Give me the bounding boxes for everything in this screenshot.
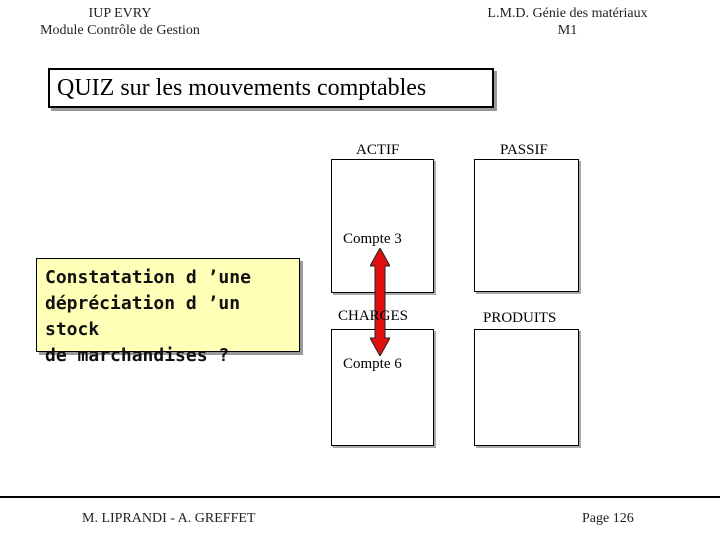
slide-title-box xyxy=(48,68,494,108)
charges-label: CHARGES xyxy=(338,308,409,324)
header-left xyxy=(20,5,220,39)
slide-title: QUIZ sur les mouvements comptables xyxy=(57,75,427,101)
produits-label: PRODUITS xyxy=(483,310,557,326)
double-arrow-shape xyxy=(370,248,390,356)
question-box xyxy=(36,258,300,366)
footer-divider xyxy=(0,496,720,498)
header-module: Module Contrôle de Gestion xyxy=(40,23,200,38)
actif-label: ACTIF xyxy=(356,142,400,158)
question-line-1: Constatation d ’une xyxy=(45,267,251,288)
compte-6-label: Compte 6 xyxy=(343,356,402,372)
double-arrow-icon xyxy=(370,248,390,356)
passif-account-box xyxy=(474,159,579,292)
compte-3-label: Compte 3 xyxy=(343,231,402,247)
question-line-3: de marchandises ? xyxy=(45,345,230,366)
header-program: L.M.D. Génie des matériaux xyxy=(487,6,648,21)
produits-account-box xyxy=(474,329,579,446)
header-institution: IUP EVRY xyxy=(88,6,152,21)
question-line-2: dépréciation d ’un stock xyxy=(45,293,241,340)
footer-page-number: Page 126 xyxy=(582,511,634,526)
header-right xyxy=(455,5,680,39)
passif-label: PASSIF xyxy=(500,142,548,158)
footer-authors: M. LIPRANDI - A. GREFFET xyxy=(82,511,256,526)
header-level: M1 xyxy=(557,23,578,38)
